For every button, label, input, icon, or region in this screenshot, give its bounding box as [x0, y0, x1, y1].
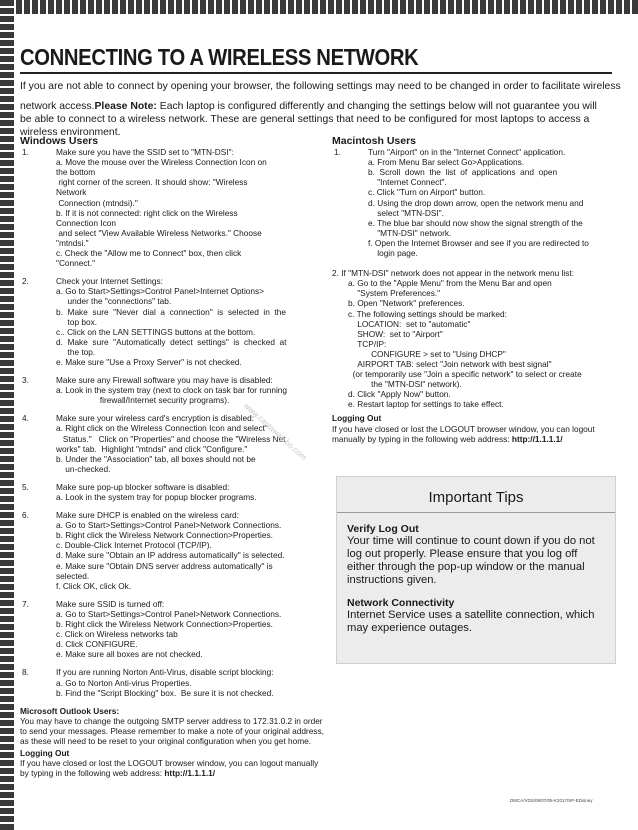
windows-step-line: a. Go to Start>Settings>Control Panel>Network Connections.	[56, 520, 282, 531]
windows-step-line: d. Click CONFIGURE.	[56, 639, 138, 650]
mac-step-line: e. Restart laptop for settings to take effect.	[348, 399, 504, 410]
windows-steps	[20, 147, 325, 698]
windows-step-line: works" tab. Highlight "mtndsi" and click "Configure."	[56, 443, 248, 454]
windows-step-number: 3.	[22, 375, 29, 386]
windows-step-line: under the "connections" tab.	[56, 296, 172, 307]
mac-step-line: a. From Menu Bar select Go>Applications.	[368, 157, 525, 168]
windows-step-line: c. Click on Wireless networks tab	[56, 629, 178, 640]
windows-step-line: right corner of the screen. It should show: "Wireless	[56, 177, 248, 188]
tips-divider	[337, 512, 615, 513]
windows-step-line: the bottom	[56, 167, 96, 178]
intro-line-2	[20, 100, 610, 139]
note-label: Please Note:	[94, 101, 157, 112]
windows-step-line: b. Make sure "Never dial a connection" is selected in the	[56, 306, 287, 317]
windows-step-number: 4.	[22, 413, 29, 424]
windows-step-line: e. Make sure "Use a Proxy Server" is not checked.	[56, 356, 242, 367]
windows-step-line: Connection (mtndsi)."	[56, 197, 138, 208]
intro-line-2-start: network access.	[20, 101, 95, 112]
page-title: CONNECTING TO A WIRELESS NETWORK	[20, 44, 419, 70]
windows-step	[20, 482, 325, 502]
mac-step-1-lines	[368, 157, 614, 258]
windows-step-line: "mtndsi."	[56, 237, 89, 248]
document-content	[20, 18, 620, 826]
mac-logout-paragraph	[332, 424, 614, 444]
windows-logout-url: http://1.1.1.1/	[164, 768, 216, 779]
mac-step-line: login page.	[368, 248, 418, 259]
mac-step-line: "Internet Connect".	[368, 177, 447, 188]
mac-step-line: LOCATION: set to "automatic"	[348, 318, 471, 329]
windows-step-line: a. Go to Norton Anti-virus Properties.	[56, 677, 192, 688]
windows-step-line: b. Find the "Script Blocking" box. Be sure it is not checked.	[56, 687, 274, 698]
windows-step-line: f. Click OK, click Ok.	[56, 580, 132, 591]
decorative-left-border	[0, 0, 14, 830]
windows-step-line: Network	[56, 187, 87, 198]
windows-step-line: c.. Click on the LAN SETTINGS buttons at the bottom.	[56, 326, 256, 337]
mac-step-line: "System Preferences."	[348, 288, 441, 299]
windows-step-line: Connection Icon	[56, 217, 116, 228]
mac-step-line: f. Open the Internet Browser and see if you are redirected to	[368, 237, 589, 248]
mac-step-line: b. Open "Network" preferences.	[348, 298, 465, 309]
windows-step-line: d. Make sure "Automatically detect settings" is checked at	[56, 336, 287, 347]
windows-step-line: a. Go to Start>Settings>Control Panel>Internet Options>	[56, 286, 265, 297]
intro-line-1: If you are not able to connect by opening your browser, the following settings may need to be changed in order to facilitate wireless	[20, 81, 621, 92]
mac-step-1	[332, 147, 614, 258]
windows-step-number: 6.	[22, 510, 29, 521]
windows-step-line: the top.	[56, 346, 96, 357]
verify-logout-title: Verify Log Out	[347, 523, 419, 535]
network-connectivity-title: Network Connectivity	[347, 597, 455, 609]
windows-step-line: e. Make sure all boxes are not checked.	[56, 649, 203, 660]
mac-step-1-head: Turn "Airport" on in the "Internet Connect" application.	[368, 147, 566, 158]
windows-step-line: and select "View Available Wireless Networks." Choose	[56, 227, 262, 238]
mac-logout-text: If you have closed or lost the LOGOUT browser window, you can logout manually by typing in the following web address:	[332, 423, 595, 444]
footer-code: DMCA/VDS/08/07/05-K2017/SP-EDisney	[510, 798, 593, 803]
windows-step	[20, 276, 325, 367]
mac-step-2	[332, 268, 614, 409]
mac-step-line: d. Click "Apply Now" button.	[348, 389, 451, 400]
mac-step-line: e. The blue bar should now show the signal strength of the	[368, 217, 583, 228]
mac-step-2-head: 2. If "MTN-DSI" network does not appear in the network menu list:	[332, 268, 574, 279]
tips-heading: Important Tips	[428, 489, 524, 506]
windows-step-number: 2.	[22, 276, 29, 287]
windows-step-line: b. Under the "Association" tab, all boxes should not be	[56, 453, 256, 464]
windows-step-line: a. Move the mouse over the Wireless Connection Icon on	[56, 157, 267, 168]
note-text: Each laptop is configured differently and changing the settings below will not guarantee you will be able to connect to a wireless network. These are general settings that need to be configured for most laptops to access a wireless environment.	[20, 101, 597, 138]
windows-logout-paragraph	[20, 758, 325, 778]
mac-step-line: SHOW: set to "Airport"	[348, 328, 443, 339]
mac-step-2-lines	[332, 278, 614, 409]
decorative-top-border	[0, 0, 638, 14]
windows-step-line: c. Double-Click Internet Protocol (TCP/IP).	[56, 540, 212, 551]
mac-step-line: (or temporarily use "Join a specific network" to select or create	[348, 369, 582, 380]
verify-logout-text: Your time will continue to count down if you do not log out properly. Please ensure that you log off either through the pop-up window or the manual instructions given.	[347, 535, 595, 586]
windows-step	[20, 413, 325, 474]
windows-step-head: Check your Internet Settings:	[56, 276, 163, 287]
mac-column	[332, 136, 614, 444]
mac-step-line: select "MTN-DSI".	[368, 207, 444, 218]
windows-step-line: firewall/Internet security programs).	[56, 395, 230, 406]
windows-step-line: a. Look in the system tray for popup blocker programs.	[56, 492, 257, 502]
windows-step-line: e. Make sure "Obtain DNS server address automatically" is	[56, 560, 273, 571]
windows-step-line: un-checked.	[56, 463, 111, 474]
windows-step-number: 1.	[22, 147, 29, 158]
windows-step	[20, 599, 325, 660]
mac-step-1-number: 1.	[334, 147, 341, 158]
windows-step-head: If you are running Norton Anti-Virus, disable script blocking:	[56, 667, 274, 678]
windows-step-line: b. If it is not connected: right click on the Wireless	[56, 207, 238, 218]
mac-step-line: b. Scroll down the list of applications and open	[368, 167, 558, 178]
mac-step-line: c. The following settings should be marked:	[348, 308, 507, 319]
intro-paragraph	[20, 80, 621, 139]
windows-step-line: a. Right click on the Wireless Connection Icon and select"	[56, 423, 268, 434]
mac-step-line: d. Using the drop down arrow, open the network menu and	[368, 197, 584, 208]
mac-step-line: the "MTN-DSI" network).	[348, 379, 462, 390]
windows-step-number: 8.	[22, 667, 29, 678]
windows-step	[20, 375, 325, 405]
mac-step-line: TCP/IP:	[348, 338, 387, 349]
windows-step-line: top box.	[56, 316, 98, 327]
windows-step-line: c. Check the "Allow me to Connect" box, then click	[56, 248, 242, 259]
mac-step-line: "MTN-DSI" network.	[368, 227, 452, 238]
windows-step-head: Make sure DHCP is enabled on the wireless card:	[56, 510, 239, 521]
windows-step-number: 7.	[22, 598, 29, 609]
important-tips-box	[336, 476, 616, 664]
windows-step-number: 5.	[22, 481, 29, 492]
mac-step-line: CONFIGURE > set to "Using DHCP"	[348, 348, 506, 359]
mac-logout-url: http://1.1.1.1/	[511, 433, 563, 444]
windows-step-line: Status." Click on "Properties" and choose the "Wireless Net	[56, 433, 286, 444]
watermark-text: www.castaway-bo.com	[241, 401, 309, 463]
windows-logout-text: If you have closed or lost the LOGOUT browser window, you can logout manually by typing in the following web address:	[20, 758, 319, 779]
title-rule	[20, 72, 612, 74]
network-connectivity-text: Internet Service uses a satellite connection, which may experience outages.	[347, 609, 595, 634]
windows-column	[20, 136, 325, 778]
windows-step-line: "Connect."	[56, 258, 96, 269]
mac-logout-heading: Logging Out	[332, 413, 382, 424]
windows-step-head: Make sure any Firewall software you may have is disabled:	[56, 375, 273, 386]
windows-step-line: b. Right click the Wireless Network Connection>Properties.	[56, 530, 273, 541]
outlook-text: You may have to change the outgoing SMTP server address to 172.31.0.2 in order to send your messages. Please remember to make a note of your original address, as these will need to be reset to your original configuration when you get home.	[20, 715, 324, 746]
outlook-heading: Microsoft Outlook Users:	[20, 705, 120, 716]
mac-step-line: c. Click "Turn on Airport" button.	[368, 187, 486, 198]
mac-step-line: AIRPORT TAB: select "Join network with best signal"	[348, 358, 552, 369]
windows-step-line: a. Look in the system tray (next to clock on task bar for running	[56, 385, 288, 396]
windows-logout-heading: Logging Out	[20, 748, 70, 759]
windows-step-line: d. Make sure "Obtain an IP address automatically" is selected.	[56, 550, 285, 561]
windows-step-line: b. Right click the Wireless Network Connection>Properties.	[56, 619, 273, 630]
windows-step-line: a. Go to Start>Settings>Control Panel>Network Connections.	[56, 608, 282, 619]
windows-step-head: Make sure your wireless card's encryption is disabled:	[56, 413, 255, 424]
windows-step-head: Make sure you have the SSID set to "MTN-DSI":	[56, 147, 234, 158]
windows-step-line: selected.	[56, 570, 90, 581]
windows-step	[20, 667, 325, 697]
windows-step-head: Make sure SSID is turned off:	[56, 598, 165, 609]
windows-heading: Windows Users	[20, 135, 99, 147]
mac-heading: Macintosh Users	[332, 135, 417, 147]
windows-step-head: Make sure pop-up blocker software is disabled:	[56, 481, 230, 492]
windows-step	[20, 147, 325, 268]
mac-step-line: a. Go to the "Apple Menu" from the Menu Bar and open	[348, 278, 552, 289]
windows-step	[20, 510, 325, 591]
